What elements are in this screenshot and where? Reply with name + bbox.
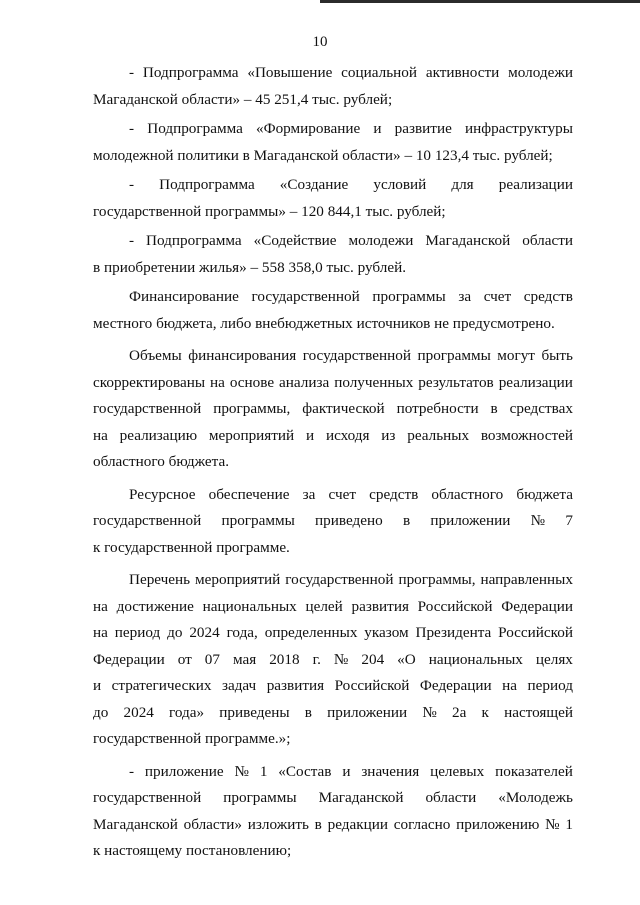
p8-line1: [93, 567, 573, 594]
p7l1-word-7: бюджета: [516, 485, 573, 503]
p8l5-word-1: и: [93, 677, 102, 694]
p8l5-word-2: стратегических: [111, 677, 212, 694]
p8l5-word-4: развития: [266, 677, 325, 694]
p7-word-7: 7: [565, 512, 573, 529]
p8l3-word-3: до: [167, 624, 183, 641]
p9-word-3: Магаданской: [318, 789, 404, 806]
p7-line1: [93, 482, 573, 509]
p9l1-word-2: приложение: [144, 762, 224, 780]
p8l5-word-6: Федерации: [419, 677, 492, 694]
p8l3-word-8: Президента: [415, 624, 492, 641]
p8l6-word-6: приложении: [327, 703, 408, 721]
p8l4-word-1: Федерации: [93, 650, 165, 668]
p9-word-2: программы: [223, 789, 297, 806]
p6l1-word-2: финансирования: [188, 347, 297, 364]
p6l1-word-4: программы: [417, 347, 491, 364]
p6l2-word-5: полученных: [334, 373, 414, 391]
p8l2-word-3: национальных: [202, 597, 297, 615]
p6l1-word-3: государственной: [302, 347, 411, 364]
p8l4-word-6: г.: [312, 650, 321, 668]
page-number: 10: [312, 34, 328, 50]
p3-line1: [93, 172, 573, 199]
p6-line5: областного бюджета.: [93, 453, 230, 470]
p8l3-word-2: период: [114, 624, 161, 641]
p2-line2: молодежной политики в Магаданской области» – 10 123,4 тыс. рублей;: [93, 146, 553, 164]
p6l4-word-3: мероприятий: [208, 426, 295, 444]
p9l1-word-5: «Состав: [278, 762, 332, 780]
p8l2-word-5: развития: [351, 597, 409, 615]
p3-line2: государственной программы» – 120 844,1 тыс. рублей;: [93, 202, 446, 220]
p8l3-word-9: Российской: [498, 624, 573, 641]
p9-line3: [93, 812, 573, 839]
p5-line1: [93, 284, 573, 311]
p8l2-word-2: достижение: [116, 597, 194, 615]
p9l1-word-4: 1: [259, 762, 268, 780]
paragraph-subprogram-social-activity: [93, 60, 573, 113]
p8l6-word-2: 2024: [123, 703, 154, 721]
p6l3-word-2: программы,: [213, 400, 291, 417]
p5l1-word-2: государственной: [251, 288, 360, 305]
p8l3-word-4: 2024: [189, 624, 220, 641]
p9-word-4: области: [425, 789, 477, 806]
p8l2-word-1: на: [93, 597, 108, 615]
p6l2-word-3: основе: [229, 373, 275, 391]
p8l3-word-7: указом: [364, 624, 409, 641]
p5l1-word-3: программы: [372, 288, 446, 305]
p4-line1: [93, 228, 573, 255]
p6l3-word-1: государственной: [93, 400, 202, 417]
p4-line2: в приобретении жилья» – 558 358,0 тыс. рублей.: [93, 258, 407, 276]
paragraph-financing-volumes: [93, 343, 573, 476]
p8l5-word-8: период: [527, 677, 573, 694]
p8l4-word-10: национальных: [428, 650, 523, 668]
p9l3-word-6: согласно: [393, 815, 451, 833]
p2l1-word-6: инфраструктуры: [464, 120, 573, 137]
p8l6-word-10: настоящей: [504, 703, 573, 721]
p8l4-word-8: 204: [361, 650, 385, 668]
p2-line1: [93, 116, 573, 143]
p8-line7: государственной программе.»;: [93, 730, 291, 747]
p3-word-4: условий: [373, 176, 427, 193]
p6l2-word-2: на: [210, 373, 225, 391]
p3-word-6: реализации: [498, 176, 573, 193]
p8l5-word-3: задач: [221, 677, 257, 694]
p6l4-word-5: исходя: [325, 426, 370, 444]
p8l6-word-8: 2а: [452, 703, 467, 721]
p1l1-word-5: активности: [425, 64, 500, 81]
p1-line2: Магаданской области» – 45 251,4 тыс. рублей;: [93, 90, 393, 108]
p8l2-word-7: Федерации: [501, 597, 573, 615]
p7-word-4: в: [402, 512, 411, 529]
paragraph-subprogram-conditions: [93, 172, 573, 225]
p8l3-word-6: определенных: [264, 624, 358, 641]
p6l1-word-6: быть: [541, 347, 573, 364]
p3-word-1: -: [129, 176, 135, 193]
paragraph-local-financing: [93, 284, 573, 337]
p9l3-word-2: области»: [183, 815, 243, 833]
p1l1-word-3: «Повышение: [247, 64, 333, 81]
p8l5-word-7: на: [502, 677, 517, 694]
p9-line2: [93, 785, 573, 812]
p6l4-word-2: реализацию: [119, 426, 198, 444]
p1-line1: [93, 60, 573, 87]
p8l3-word-5: года,: [226, 624, 258, 641]
p6-line4: [93, 423, 573, 450]
p7l1-word-6: областного: [431, 485, 504, 503]
p8-line2: [93, 594, 573, 621]
paragraph-subprogram-infrastructure: [93, 116, 573, 169]
p4l1-word-5: Магаданской: [425, 232, 511, 249]
p7l1-word-2: обеспечение: [208, 485, 290, 503]
p1l1-word-6: молодежи: [508, 64, 573, 81]
p8l3-word-1: на: [93, 624, 108, 641]
paragraph-activities-list: [93, 567, 573, 753]
p8l1-word-5: направленных: [480, 571, 573, 588]
p6l3-word-4: потребности: [396, 400, 479, 417]
p9l3-word-1: Магаданской: [93, 815, 178, 833]
p9-word-5: «Молодежь: [498, 789, 573, 806]
p8l1-word-4: программы,: [398, 571, 476, 588]
p2l1-word-5: развитие: [394, 120, 452, 137]
p6l3-word-6: средствах: [509, 400, 573, 417]
top-border-line: [320, 0, 640, 3]
p7-line3: к государственной программе.: [93, 538, 290, 556]
p8l1-word-1: Перечень: [129, 571, 191, 588]
p8l6-word-4: приведены: [219, 703, 290, 721]
p5l1-word-4: за: [458, 288, 472, 305]
p8l4-word-5: 2018: [269, 650, 300, 668]
p8l6-word-7: №: [422, 703, 437, 721]
p1l1-word-4: социальной: [341, 64, 417, 81]
p9l3-word-9: 1: [565, 815, 573, 833]
p9l3-word-8: №: [545, 815, 560, 833]
p8l5-word-5: Российской: [334, 677, 410, 694]
p2l1-word-3: «Формирование: [256, 120, 361, 137]
p6l3-word-5: в: [490, 400, 498, 417]
p8l4-word-9: «О: [397, 650, 416, 668]
p7-line2: [93, 508, 573, 535]
p8l4-word-4: мая: [232, 650, 257, 668]
p8l1-word-3: государственной: [285, 571, 394, 588]
p7l1-word-1: Ресурсное: [129, 485, 196, 503]
p7-word-1: государственной: [93, 512, 202, 529]
p9l1-word-7: значения: [361, 762, 420, 780]
p9l3-word-5: редакции: [327, 815, 388, 833]
p7l1-word-3: за: [302, 485, 316, 503]
p1l1-word-1: -: [129, 64, 135, 81]
p6-line1: [93, 343, 573, 370]
p4l1-word-4: молодежи: [348, 232, 414, 249]
p6l3-word-3: фактической: [302, 400, 385, 417]
p2l1-word-1: -: [129, 120, 135, 137]
p7l1-word-5: средств: [369, 485, 419, 503]
p6l4-word-8: возможностей: [480, 426, 573, 444]
p7l1-word-4: счет: [328, 485, 356, 503]
p8l6-word-1: до: [93, 703, 109, 721]
p8l6-word-5: в: [304, 703, 312, 721]
p8l1-word-2: мероприятий: [195, 571, 281, 588]
document-body: [93, 60, 573, 865]
p3-word-2: Подпрограмма: [159, 176, 255, 193]
p8l4-word-2: от: [177, 650, 192, 668]
paragraph-appendix-1: [93, 759, 573, 865]
p9-line4: к настоящему постановлению;: [93, 842, 292, 859]
p5l1-word-6: средств: [523, 288, 573, 305]
p8l4-word-7: №: [333, 650, 349, 668]
paragraph-subprogram-housing: [93, 228, 573, 281]
p6l2-word-6: результатов: [418, 373, 494, 391]
p5l1-word-5: счет: [483, 288, 512, 305]
p6l4-word-7: реальных: [407, 426, 470, 444]
p4l1-word-1: -: [129, 232, 135, 249]
p8-line5: [93, 673, 573, 700]
p4l1-word-3: «Содействие: [253, 232, 337, 249]
p8l6-word-3: года»: [169, 703, 205, 721]
p8l2-word-4: целей: [305, 597, 343, 615]
p8l6-word-9: к: [481, 703, 489, 721]
p2l1-word-2: Подпрограмма: [147, 120, 243, 137]
p6l2-word-7: реализации: [498, 373, 573, 391]
p6l2-word-1: скорректированы: [93, 373, 206, 391]
p2l1-word-4: и: [373, 120, 382, 137]
p3-word-3: «Создание: [279, 176, 349, 193]
p7-word-2: программы: [221, 512, 295, 529]
p9-line1: [93, 759, 573, 786]
p6-line3: [93, 396, 573, 423]
p9l3-word-3: изложить: [247, 815, 309, 833]
p1l1-word-2: Подпрограмма: [142, 64, 239, 81]
p9l1-word-9: показателей: [495, 762, 573, 780]
p9l1-word-1: -: [129, 762, 135, 780]
p6l2-word-4: анализа: [279, 373, 330, 391]
p9l1-word-8: целевых: [430, 762, 485, 780]
p5-line2: местного бюджета, либо внебюджетных источников не предусмотрено.: [93, 314, 555, 332]
p6l4-word-1: на: [93, 426, 108, 444]
p6l1-word-1: Объемы: [129, 347, 182, 364]
p9-word-1: государственной: [93, 789, 202, 806]
p6l4-word-6: из: [381, 426, 396, 444]
p7-word-6: №: [530, 512, 546, 529]
p6l4-word-4: и: [306, 426, 315, 444]
p9l1-word-3: №: [234, 762, 249, 780]
p4l1-word-6: области: [522, 232, 573, 249]
p8l4-word-11: целях: [535, 650, 573, 668]
paragraph-resource-provision: [93, 482, 573, 562]
p6-line2: [93, 370, 573, 397]
p9l3-word-4: в: [314, 815, 322, 833]
p9l1-word-6: и: [342, 762, 351, 780]
p3-word-5: для: [451, 176, 474, 193]
p9l3-word-7: приложению: [456, 815, 540, 833]
p8l4-word-3: 07: [204, 650, 220, 668]
p8-line6: [93, 700, 573, 727]
p8-line4: [93, 647, 573, 674]
p7-word-3: приведено: [315, 512, 383, 529]
p5l1-word-1: Финансирование: [129, 288, 239, 305]
p8-line3: [93, 620, 573, 647]
p4l1-word-2: Подпрограмма: [146, 232, 242, 249]
p8l2-word-6: Российской: [417, 597, 493, 615]
p7-word-5: приложении: [430, 512, 511, 529]
p6l1-word-5: могут: [497, 347, 535, 364]
